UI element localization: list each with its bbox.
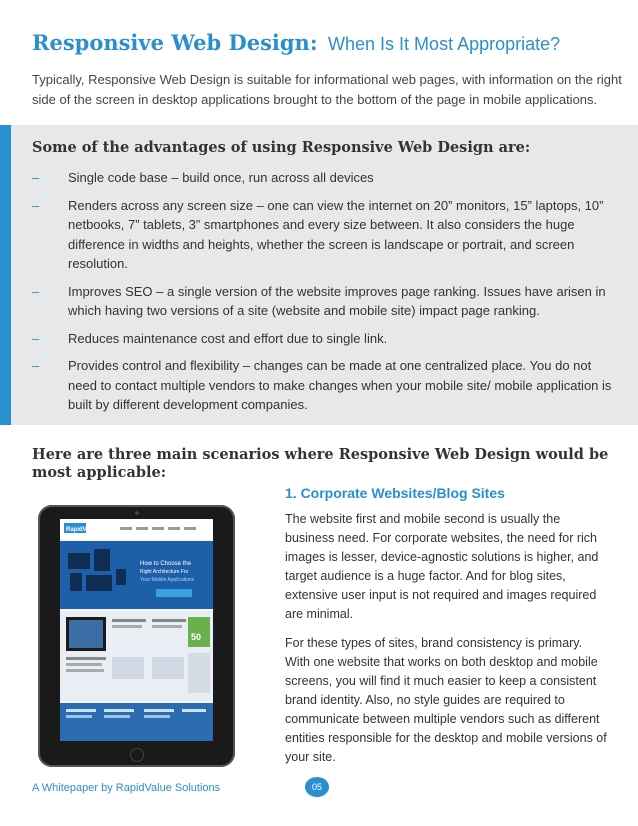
advantages-list: [32, 168, 612, 423]
list-item: [32, 282, 612, 321]
list-item: [32, 356, 612, 415]
website-screenshot-image: [60, 519, 213, 741]
page-title: [32, 30, 622, 55]
advantages-heading: Some of the advantages of using Responsive Web Design are:: [32, 139, 531, 156]
dash-bullet: –: [32, 330, 40, 346]
tablet-hero-line-1: How to Choose the: [140, 561, 192, 567]
title-main: Responsive Web Design:: [32, 30, 318, 55]
list-item: [32, 196, 612, 274]
tablet-screen: [60, 519, 213, 741]
list-item-text: Improves SEO – a single version of the website improves page ranking. Issues have arisen in which having two versions of a site (website and mobile site) impact page ranking.: [68, 283, 606, 318]
scenarios-heading: Here are three main scenarios where Responsive Web Design would be most applicable:: [32, 446, 609, 481]
corporate-paragraph-2: For these types of sites, brand consistency is primary. With one website that works on both desktop and mobile screens, you will find it much easier to keep a consistent brand identity. Also, no style guides are required to communicate between multiple vendors such as different entities responsible for the desktop and mobile versions of your site.: [285, 636, 607, 764]
tablet-camera: [135, 511, 139, 515]
tablet-home-button: [130, 748, 144, 762]
tablet-logo: RapidValue: [66, 527, 99, 533]
corporate-paragraph-1: The website first and mobile second is usually the business need. For corporate websites, the need for rich images is lesser, device-agnostic solutions is higher, and target audience is a huge factor. And for blog sites, extensive user input is not required and images required are minimal.: [285, 512, 599, 621]
section-title-corporate: 1. Corporate Websites/Blog Sites: [285, 485, 505, 501]
list-item: [32, 329, 612, 349]
dash-bullet: –: [32, 197, 40, 213]
intro-paragraph: Typically, Responsive Web Design is suitable for informational web pages, with information on the right side of the screen in desktop applications brought to the bottom of the page in mobile applications.: [32, 72, 622, 107]
list-item-text: Single code base – build once, run across all devices: [68, 170, 374, 185]
tablet-hero-line-3: Your Mobile Applications: [140, 577, 195, 583]
footer-text: A Whitepaper by RapidValue Solutions: [32, 782, 221, 794]
tablet-illustration: [38, 505, 235, 767]
tablet-hero-line-2: Right Architecture For: [140, 569, 189, 575]
tablet-promo: 50: [191, 632, 202, 642]
title-subtitle: When Is It Most Appropriate?: [328, 34, 561, 54]
dash-bullet: –: [32, 283, 40, 299]
advantages-accent-bar: [0, 125, 11, 425]
list-item-text: Reduces maintenance cost and effort due to single link.: [68, 330, 388, 346]
list-item-text: Provides control and flexibility – changes can be made at one centralized place. You do not need to contact multiple vendors to make changes when your mobile site/ mobile application is built by different development companies.: [68, 358, 612, 412]
list-item: [32, 168, 612, 188]
list-item-text: Renders across any screen size – one can view the internet on 20” monitors, 15” laptops, 10” netbooks, 7” tablets, 3” smartphones and every size between. It also considers the huge difference in widths and heights, whether the screen is landscape or portrait, and screen resolution.: [68, 197, 604, 271]
dash-bullet: –: [32, 170, 40, 185]
dash-bullet: –: [32, 358, 40, 373]
page-number-badge: 05: [305, 777, 329, 797]
